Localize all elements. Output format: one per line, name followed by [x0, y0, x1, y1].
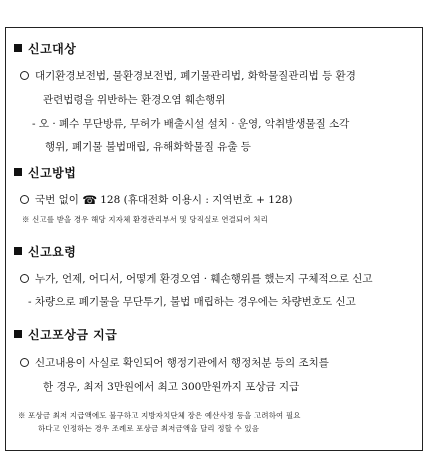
heading-text: 신고포상금 지급 — [28, 327, 118, 342]
square-bullet-icon — [14, 44, 22, 52]
circle-bullet-icon — [20, 195, 29, 204]
circle-bullet-icon — [20, 358, 29, 367]
target-line-2: 관련법령을 위반하는 환경오염 훼손행위 — [43, 94, 226, 106]
section-heading-report-target — [14, 38, 76, 58]
reward-note-1: ※ 포상금 최저 지급액에도 불구하고 지방자치단체 장은 예산사정 등을 고려하여 필요 — [18, 411, 301, 420]
circle-bullet-icon — [20, 71, 29, 80]
target-line-1: 대기환경보전법, 물환경보전법, 폐기물관리법, 화학물질관리법 등 환경 — [20, 69, 356, 83]
heading-text: 신고대상 — [28, 41, 77, 56]
heading-text: 신고방법 — [28, 165, 77, 180]
tips-line-2: - 차량으로 폐기물을 무단투기, 불법 매립하는 경우에는 차량번호도 신고 — [28, 296, 356, 308]
tips-line-1: 누가, 언제, 어디서, 어떻게 환경오염 · 훼손행위를 했는지 구체적으로 신고 — [20, 272, 373, 286]
square-bullet-icon — [14, 247, 22, 255]
reward-line-1: 신고내용이 사실로 확인되어 행정기관에서 행정처분 등의 조치를 — [20, 356, 329, 370]
phone-line: 국번 없이 ☎ 128 (휴대전화 이용시 : 지역번호 + 128) — [20, 193, 292, 207]
reward-note-2: 하다고 인정하는 경우 조례로 포상금 최저금액을 달리 정할 수 있음 — [38, 424, 260, 433]
square-bullet-icon — [14, 330, 22, 338]
square-bullet-icon — [14, 168, 22, 176]
section-heading-report-tips — [14, 241, 76, 261]
heading-text: 신고요령 — [28, 244, 77, 259]
circle-bullet-icon — [20, 274, 29, 283]
telephone-icon: ☎ — [82, 193, 98, 207]
section-heading-report-method — [14, 162, 76, 182]
target-line-4: 행위, 폐기물 불법매립, 유해화학물질 유출 등 — [45, 141, 251, 153]
target-line-3: - 오 · 폐수 무단방류, 무허가 배출시설 설치 · 운영, 악취발생물질 소각 — [32, 118, 350, 130]
method-note: ※ 신고를 받을 경우 해당 지자체 환경관리부서 및 당직실로 연결되어 처리 — [22, 215, 268, 224]
reward-line-2: 한 경우, 최저 3만원에서 최고 300만원까지 포상금 지급 — [43, 381, 300, 393]
section-heading-reward — [14, 324, 117, 344]
